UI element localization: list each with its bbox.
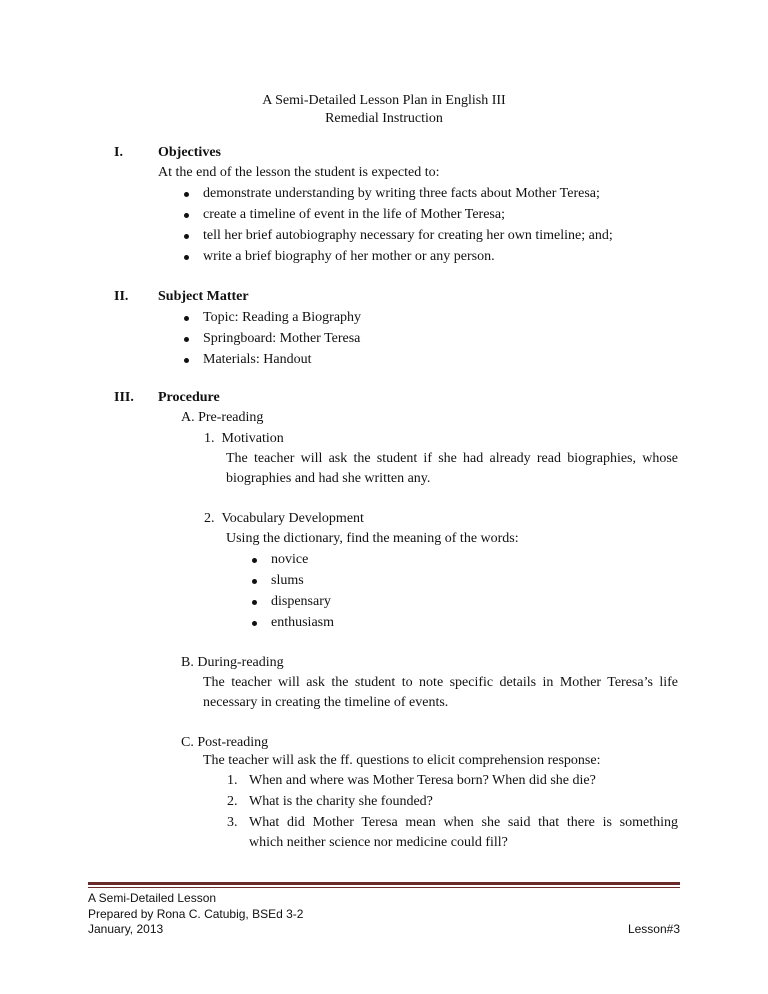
bullet-icon [252,558,257,563]
footer-page-label: Lesson#3 [627,922,680,936]
objective-item: write a brief biography of her mother or any person. [203,249,495,264]
footer-divider-thin [88,887,680,888]
during-reading-text-cont: necessary in creating the timeline of events. [203,695,449,710]
vocabulary-word: novice [271,552,309,567]
during-reading-label: B. During-reading [181,655,284,670]
bullet-icon [184,316,189,321]
question-number: 1. [227,773,238,788]
section-heading-subject-matter: Subject Matter [158,289,249,304]
pre-reading-label: A. Pre-reading [181,410,264,425]
subject-item: Materials: Handout [203,352,312,367]
section-heading-objectives: Objectives [158,145,221,160]
vocabulary-word: enthusiasm [271,615,334,630]
vocabulary-intro: Using the dictionary, find the meaning of the words: [226,531,519,546]
motivation-text: The teacher will ask the student if she had already read biographies, whose [226,451,678,466]
question-text: What is the charity she founded? [249,794,433,809]
document-title: A Semi-Detailed Lesson Plan in English III [262,93,506,108]
objective-item: tell her brief autobiography necessary for creating her own timeline; and; [203,228,613,243]
subject-item: Springboard: Mother Teresa [203,331,361,346]
bullet-icon [184,337,189,342]
objective-item: create a timeline of event in the life of Mother Teresa; [203,207,505,222]
footer-divider [88,882,680,885]
document-subtitle: Remedial Instruction [325,111,443,126]
objectives-intro: At the end of the lesson the student is expected to: [158,165,440,180]
subject-item: Topic: Reading a Biography [203,310,362,325]
section-numeral-objectives: I. [114,145,123,160]
post-reading-label: C. Post-reading [181,735,269,750]
section-numeral-procedure: III. [114,390,134,405]
question-number: 2. [227,794,238,809]
vocabulary-word: dispensary [271,594,331,609]
bullet-icon [252,621,257,626]
post-reading-intro: The teacher will ask the ff. questions to elicit comprehension response: [203,753,601,768]
bullet-icon [184,192,189,197]
section-numeral-subject-matter: II. [114,289,129,304]
bullet-icon [184,234,189,239]
during-reading-text: The teacher will ask the student to note specific details in Mother Teresa’s life [203,675,678,690]
footer-line: A Semi-Detailed Lesson [88,891,217,905]
bullet-icon [252,579,257,584]
question-text: When and where was Mother Teresa born? When did she die? [249,773,596,788]
question-number: 3. [227,815,238,830]
bullet-icon [184,213,189,218]
motivation-label: 1. Motivation [204,431,284,446]
bullet-icon [252,600,257,605]
motivation-text-cont: biographies and had she written any. [226,471,431,486]
vocabulary-label: 2. Vocabulary Development [204,511,364,526]
objective-item: demonstrate understanding by writing three facts about Mother Teresa; [203,186,600,201]
footer-prepared-by: Prepared by Rona C. Catubig, BSEd 3-2 [88,907,304,921]
question-text: What did Mother Teresa mean when she said that there is something [249,815,678,830]
section-heading-procedure: Procedure [158,390,220,405]
question-text-cont: which neither science nor medicine could fill? [249,835,508,850]
bullet-icon [184,255,189,260]
bullet-icon [184,358,189,363]
vocabulary-word: slums [271,573,304,588]
footer-date: January, 2013 [88,922,164,936]
